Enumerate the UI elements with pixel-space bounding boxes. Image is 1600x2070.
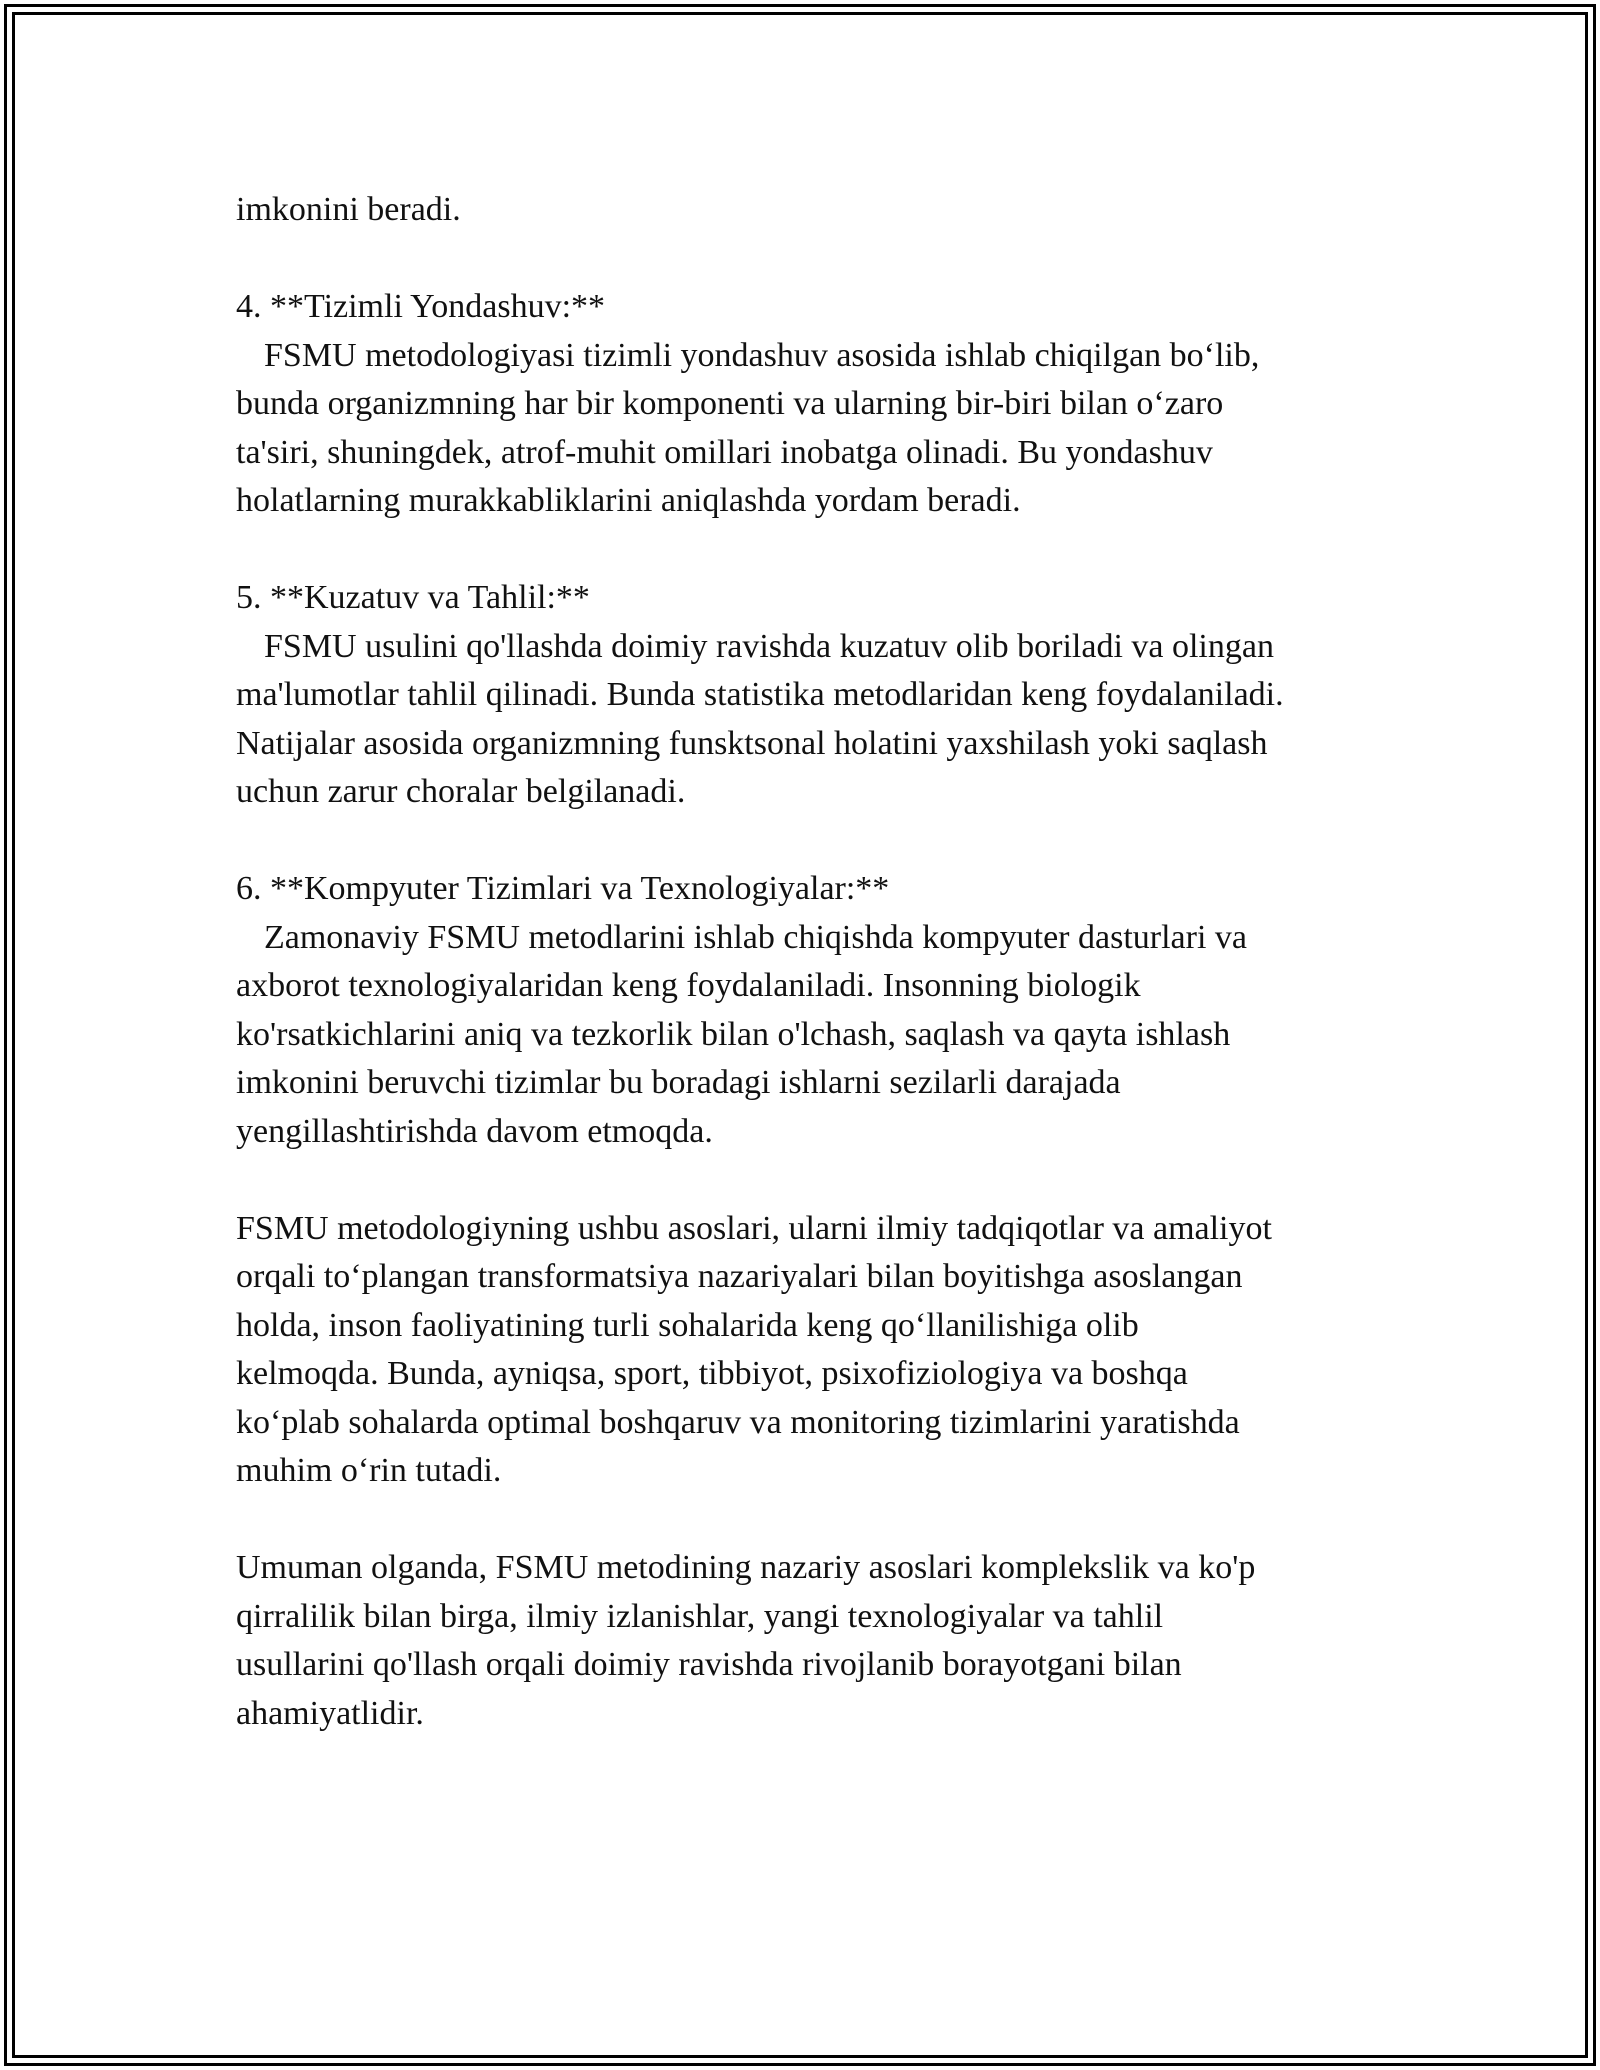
paragraph-fsmu-foundations [236,1205,1386,1496]
paragraph-line: usullarini qo'llash orqali doimiy ravishda rivojlanib borayotgani bilan [236,1646,1182,1683]
section-5-line: uchun zarur choralar belgilanadi. [236,773,686,810]
paragraph-line: Umuman olganda, FSMU metodining nazariy asoslari komplekslik va ko'p [236,1549,1256,1586]
section-6-line: Zamonaviy FSMU metodlarini ishlab chiqishda kompyuter dasturlari va [264,918,1247,956]
spacer [236,526,1386,575]
section-6-line: axborot texnologiyalaridan keng foydalaniladi. Insonning biologik [236,967,1141,1004]
section-5-heading: 5. **Kuzatuv va Tahlil:** [236,579,590,616]
section-6 [236,865,1386,1156]
intro-line: imkonini beradi. [236,191,461,228]
paragraph-line: orqali to‘plangan transformatsiya nazariyalari bilan boyitishga asoslangan [236,1258,1243,1295]
section-5-line: FSMU usulini qo'llashda doimiy ravishda kuzatuv olib boriladi va olingan [264,627,1274,665]
section-4-line: FSMU metodologiyasi tizimli yondashuv asosida ishlab chiqilgan bo‘lib, [264,336,1260,374]
spacer [236,1156,1386,1205]
section-4-line: holatlarning murakkabliklarini aniqlashda yordam beradi. [236,482,1021,519]
spacer [236,1496,1386,1545]
section-4-heading: 4. **Tizimli Yondashuv:** [236,288,606,325]
paragraph-line: qirralilik bilan birga, ilmiy izlanishlar, yangi texnologiyalar va tahlil [236,1597,1164,1635]
spacer [236,235,1386,284]
section-4 [236,283,1386,526]
paragraph-line: holda, inson faoliyatining turli sohalarida keng qo‘llanilishiga olib [236,1306,1139,1344]
section-6-line: ko'rsatkichlarini aniq va tezkorlik bilan o'lchash, saqlash va qayta ishlash [236,1015,1231,1053]
paragraph-line: ahamiyatlidir. [236,1694,424,1732]
section-5-line: Natijalar asosida organizmning funsktsonal holatini yaxshilash yoki saqlash [236,724,1268,762]
paragraph-line: kelmoqda. Bunda, ayniqsa, sport, tibbiyot, psixofiziologiya va boshqa [236,1355,1188,1392]
section-4-line: bunda organizmning har bir komponenti va ularning bir-biri bilan o‘zaro [236,385,1224,422]
section-5 [236,574,1386,817]
document-body [236,186,1386,1738]
paragraph-line: FSMU metodologiyning ushbu asoslari, ularni ilmiy tadqiqotlar va amaliyot [236,1209,1272,1247]
spacer [236,817,1386,866]
section-6-heading: 6. **Kompyuter Tizimlari va Texnologiyalar:** [236,870,890,907]
section-5-line: ma'lumotlar tahlil qilinadi. Bunda statistika metodlaridan keng foydalaniladi. [236,676,1284,713]
paragraph-conclusion [236,1544,1386,1738]
section-4-line: ta'siri, shuningdek, atrof-muhit omillari inobatga olinadi. Bu yondashuv [236,433,1213,471]
paragraph-line: muhim o‘rin tutadi. [236,1452,502,1489]
paragraph-line: ko‘plab sohalarda optimal boshqaruv va monitoring tizimlarini yaratishda [236,1403,1240,1441]
section-6-line: imkonini beruvchi tizimlar bu boradagi ishlarni sezilarli darajada [236,1064,1121,1101]
section-6-line: yengillashtirishda davom etmoqda. [236,1112,713,1150]
